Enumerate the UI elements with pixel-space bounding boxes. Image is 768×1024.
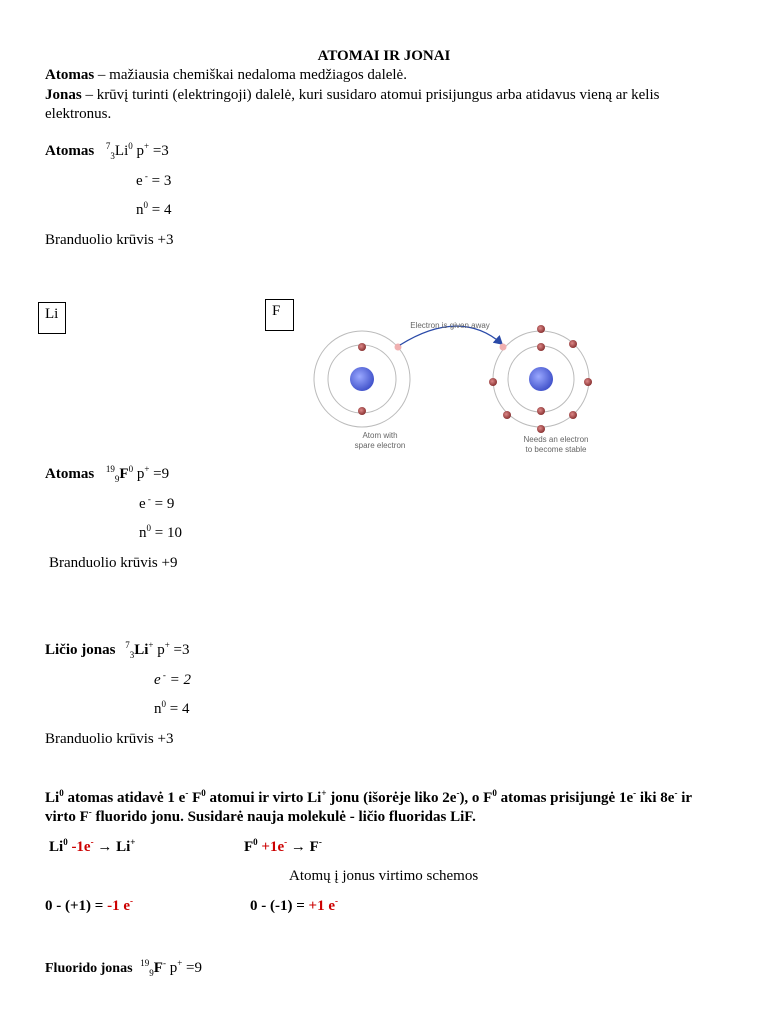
- electron: [358, 343, 366, 351]
- f-e-text: e: [139, 496, 146, 512]
- f-calc-sup: -: [335, 896, 338, 906]
- summary-sup: +: [321, 788, 327, 798]
- li-atom-label: Atomas: [45, 143, 95, 159]
- li-calculation: [45, 897, 133, 916]
- li-eq-sup: 0: [63, 837, 68, 847]
- electron: [489, 378, 497, 386]
- summary-sup: -: [674, 788, 678, 798]
- summary-part: ir virto F: [45, 790, 692, 825]
- arrow-label: Electron is given away: [410, 321, 490, 330]
- summary-paragraph: [45, 789, 725, 827]
- li-ion-e-val: = 2: [165, 672, 192, 688]
- f-e-sup: -: [145, 494, 151, 504]
- li-ion-label: Ličio jonas: [45, 642, 116, 658]
- li-e-val: = 3: [147, 173, 172, 189]
- f-calculation: [250, 897, 338, 916]
- summary-sup: 0: [492, 788, 497, 798]
- li-equation: [49, 838, 135, 857]
- f-eq-change: +1e: [257, 839, 285, 855]
- f-electrons: [139, 495, 174, 514]
- li-ion-e-sup: -: [160, 670, 166, 680]
- li-eq-change-sup: -: [90, 837, 94, 847]
- f-p-text: p: [133, 466, 145, 482]
- li-ion-p-text: p: [153, 642, 165, 658]
- right-caption-line1: Needs an electron: [523, 435, 589, 444]
- f-mass: 19: [105, 464, 115, 474]
- li-n-sup: 0: [143, 200, 148, 210]
- f-ion-symbol: F: [153, 960, 163, 976]
- electron: [584, 378, 592, 386]
- f-n-text: n: [139, 525, 147, 541]
- f-n-sup: 0: [146, 523, 151, 533]
- f-p-val: =9: [149, 466, 170, 482]
- li-ion-neutrons: [154, 700, 189, 719]
- f-number: 9: [114, 474, 120, 484]
- summary-part: F: [188, 790, 202, 806]
- li-e-text: e: [136, 173, 143, 189]
- f-calc-result: +1 e: [308, 898, 335, 914]
- li-ion-electrons: [154, 671, 191, 690]
- ion-def-text: – krūvį turinti (elektringoji) dalelė, kuri susidaro atomui prisijungus arba atidavus vieną ar kelis elektronus.: [45, 87, 660, 122]
- f-n-val: = 10: [151, 525, 182, 541]
- electron: [569, 411, 577, 419]
- f-e-val: = 9: [150, 496, 175, 512]
- electron-transfer-diagram: [300, 312, 610, 460]
- schemes-caption: Atomų į jonus virtimo schemos: [289, 868, 479, 884]
- ion-term: Jonas: [45, 87, 82, 103]
- summary-sup: 0: [59, 788, 64, 798]
- f-p-sup: +: [144, 464, 150, 474]
- f-ion-header: [45, 959, 202, 978]
- li-ion-nucleus-charge: Branduolio krūvis +3: [45, 731, 174, 747]
- f-ion-charge: -: [162, 958, 166, 968]
- li-n-val: = 4: [148, 202, 172, 218]
- li-number: 3: [110, 151, 115, 161]
- li-charge: 0: [128, 141, 133, 151]
- left-caption-line1: Atom with: [362, 431, 398, 440]
- li-ion-n-text: n: [154, 701, 162, 717]
- summary-part: Li: [45, 790, 60, 806]
- li-ion-symbol: Li: [134, 642, 149, 658]
- electron: [358, 407, 366, 415]
- summary-sup: -: [456, 788, 460, 798]
- li-ion-charge: +: [148, 640, 154, 650]
- f-ion-label: Fluorido jonas: [45, 961, 133, 976]
- f-equation: [244, 838, 322, 857]
- f-eq-arrow: →: [287, 839, 310, 855]
- li-p-val: =3: [149, 143, 169, 159]
- li-ion-mass: 7: [125, 640, 130, 650]
- summary-part: fluorido jonu. Susidarė nauja molekulė - ličio fluoridas LiF.: [91, 808, 476, 825]
- f-box: F: [265, 299, 294, 331]
- f-eq-change-sup: -: [284, 837, 288, 847]
- li-n-text: n: [136, 202, 144, 218]
- li-ion-e-text: e: [154, 672, 161, 688]
- f-calc-expr: 0 - (-1) =: [250, 898, 309, 914]
- f-atom-header: [45, 465, 169, 484]
- summary-part: jonu (išorėje liko 2e: [326, 790, 457, 806]
- f-eq-element: F: [244, 839, 254, 855]
- li-box: Li: [38, 302, 66, 334]
- f-ion-mass: 19: [140, 958, 150, 968]
- f-nucleus-charge: Branduolio krūvis +9: [49, 555, 178, 571]
- f-atom-model: [489, 325, 592, 433]
- li-eq-element: Li: [49, 839, 64, 855]
- f-eq-sup: 0: [253, 837, 258, 847]
- li-eq-result-sup: +: [130, 837, 136, 847]
- li-atom-model: [314, 331, 410, 427]
- f-symbol: F: [119, 466, 129, 482]
- li-ion-p-val: =3: [169, 642, 190, 658]
- f-neutrons: [139, 524, 182, 543]
- li-atom-header: [45, 142, 169, 161]
- f-eq-result-sup: -: [318, 837, 322, 847]
- summary-sup: -: [185, 788, 189, 798]
- summary-sup: -: [633, 788, 637, 798]
- summary-part: atomas prisijungė 1e: [496, 790, 634, 806]
- summary-part: atomui ir virto Li: [205, 790, 322, 806]
- electron: [537, 407, 545, 415]
- page-title: ATOMAI IR JONAI: [317, 48, 451, 64]
- li-ion-n-val: = 4: [166, 701, 190, 717]
- summary-part: iki 8e: [636, 790, 675, 806]
- f-atom-label: Atomas: [45, 466, 95, 482]
- summary-sup: 0: [201, 788, 206, 798]
- li-calc-sup: -: [130, 896, 133, 906]
- atom-definition: [45, 66, 407, 85]
- li-ion-header: [45, 641, 190, 660]
- electron: [569, 340, 577, 348]
- li-mass: 7: [105, 141, 111, 151]
- li-eq-change: -1e: [67, 839, 91, 855]
- electron: [537, 425, 545, 433]
- li-ion-n-sup: 0: [161, 699, 166, 709]
- li-eq-arrow: →: [93, 839, 117, 855]
- nucleus: [529, 367, 553, 391]
- li-p-text: p: [132, 143, 145, 159]
- ion-definition: [45, 86, 705, 124]
- li-ion-p-sup: +: [164, 640, 170, 650]
- f-ion-p-val: =9: [182, 960, 202, 976]
- left-caption-line2: spare electron: [354, 441, 406, 450]
- summary-part: ), o F: [459, 790, 493, 806]
- li-calc-result: -1 e: [107, 898, 130, 914]
- nucleus: [350, 367, 374, 391]
- f-charge: 0: [128, 464, 134, 474]
- summary-sup: -: [88, 806, 92, 817]
- electron: [537, 325, 545, 333]
- f-eq-result: F: [309, 839, 319, 855]
- summary-part: atomas atidavė 1 e: [63, 790, 186, 806]
- f-ion-p-sup: +: [177, 958, 183, 968]
- li-neutrons: [136, 201, 171, 220]
- li-e-sup: -: [142, 171, 148, 181]
- li-symbol: Li: [114, 143, 129, 159]
- atom-def-text: – mažiausia chemiškai nedaloma medžiagos dalelė.: [94, 67, 407, 83]
- f-ion-p-text: p: [165, 960, 178, 976]
- li-eq-result: Li: [116, 839, 131, 855]
- atom-term: Atomas: [45, 67, 95, 83]
- li-nucleus-charge: Branduolio krūvis +3: [45, 232, 174, 248]
- li-calc-expr: 0 - (+1) =: [45, 898, 108, 914]
- li-electrons: [136, 172, 171, 191]
- li-p-sup: +: [144, 141, 150, 151]
- right-caption-line2: to become stable: [525, 445, 587, 454]
- electron: [503, 411, 511, 419]
- incoming-electron: [500, 344, 507, 351]
- li-ion-number: 3: [129, 650, 135, 660]
- f-ion-number: 9: [149, 968, 154, 978]
- electron: [537, 343, 545, 351]
